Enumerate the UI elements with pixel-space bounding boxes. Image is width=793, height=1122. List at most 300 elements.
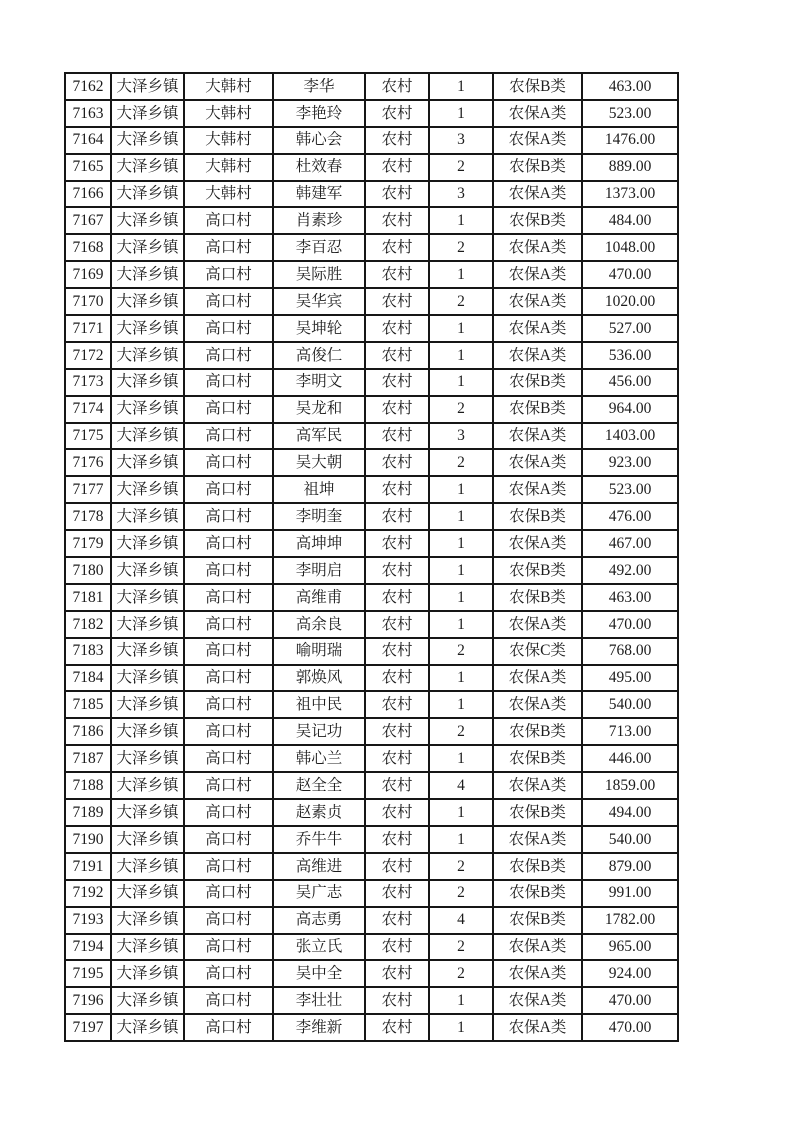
table-row	[65, 369, 678, 396]
cell-township: 大泽乡镇	[111, 934, 184, 961]
cell-person-count: 2	[429, 288, 493, 315]
cell-serial-no: 7191	[65, 853, 111, 880]
cell-resident-type: 农村	[365, 449, 429, 476]
cell-name: 李艳玲	[273, 100, 365, 127]
cell-serial-no: 7179	[65, 530, 111, 557]
cell-person-count: 2	[429, 449, 493, 476]
cell-person-count: 3	[429, 423, 493, 450]
cell-resident-type: 农村	[365, 315, 429, 342]
cell-insurance-category: 农保A类	[493, 826, 582, 853]
cell-resident-type: 农村	[365, 503, 429, 530]
cell-serial-no: 7189	[65, 799, 111, 826]
cell-name: 李明奎	[273, 503, 365, 530]
cell-insurance-category: 农保B类	[493, 584, 582, 611]
table-row	[65, 261, 678, 288]
cell-serial-no: 7193	[65, 907, 111, 934]
cell-village: 高口村	[184, 799, 273, 826]
cell-serial-no: 7196	[65, 987, 111, 1014]
table-row	[65, 476, 678, 503]
cell-township: 大泽乡镇	[111, 557, 184, 584]
cell-amount: 463.00	[582, 584, 678, 611]
cell-person-count: 1	[429, 503, 493, 530]
cell-name: 李壮壮	[273, 987, 365, 1014]
cell-insurance-category: 农保A类	[493, 449, 582, 476]
cell-person-count: 2	[429, 960, 493, 987]
cell-village: 大韩村	[184, 100, 273, 127]
cell-amount: 536.00	[582, 342, 678, 369]
cell-insurance-category: 农保A类	[493, 100, 582, 127]
cell-village: 大韩村	[184, 154, 273, 181]
cell-name: 高维甫	[273, 584, 365, 611]
table-row	[65, 745, 678, 772]
cell-amount: 456.00	[582, 369, 678, 396]
cell-village: 高口村	[184, 665, 273, 692]
cell-person-count: 1	[429, 799, 493, 826]
cell-person-count: 2	[429, 396, 493, 423]
cell-village: 高口村	[184, 315, 273, 342]
table-row	[65, 880, 678, 907]
cell-person-count: 1	[429, 342, 493, 369]
cell-name: 高余良	[273, 611, 365, 638]
cell-name: 吴中全	[273, 960, 365, 987]
cell-township: 大泽乡镇	[111, 369, 184, 396]
cell-serial-no: 7182	[65, 611, 111, 638]
cell-insurance-category: 农保A类	[493, 665, 582, 692]
cell-name: 杜效春	[273, 154, 365, 181]
table-row	[65, 1014, 678, 1041]
cell-person-count: 1	[429, 557, 493, 584]
cell-township: 大泽乡镇	[111, 907, 184, 934]
cell-amount: 540.00	[582, 826, 678, 853]
table-row	[65, 503, 678, 530]
cell-insurance-category: 农保B类	[493, 907, 582, 934]
cell-amount: 470.00	[582, 1014, 678, 1041]
cell-serial-no: 7176	[65, 449, 111, 476]
cell-amount: 965.00	[582, 934, 678, 961]
cell-person-count: 2	[429, 638, 493, 665]
cell-name: 韩心会	[273, 127, 365, 154]
cell-township: 大泽乡镇	[111, 342, 184, 369]
cell-amount: 523.00	[582, 476, 678, 503]
cell-person-count: 1	[429, 987, 493, 1014]
cell-resident-type: 农村	[365, 934, 429, 961]
cell-resident-type: 农村	[365, 154, 429, 181]
cell-insurance-category: 农保A类	[493, 530, 582, 557]
cell-resident-type: 农村	[365, 288, 429, 315]
cell-person-count: 1	[429, 745, 493, 772]
cell-township: 大泽乡镇	[111, 584, 184, 611]
cell-amount: 540.00	[582, 691, 678, 718]
cell-person-count: 3	[429, 127, 493, 154]
cell-township: 大泽乡镇	[111, 154, 184, 181]
table-row	[65, 691, 678, 718]
cell-insurance-category: 农保C类	[493, 638, 582, 665]
cell-name: 高维进	[273, 853, 365, 880]
cell-township: 大泽乡镇	[111, 234, 184, 261]
cell-township: 大泽乡镇	[111, 799, 184, 826]
cell-township: 大泽乡镇	[111, 960, 184, 987]
cell-township: 大泽乡镇	[111, 315, 184, 342]
cell-village: 高口村	[184, 584, 273, 611]
cell-name: 韩心兰	[273, 745, 365, 772]
table-row	[65, 449, 678, 476]
cell-insurance-category: 农保B类	[493, 557, 582, 584]
cell-serial-no: 7195	[65, 960, 111, 987]
cell-amount: 476.00	[582, 503, 678, 530]
cell-resident-type: 农村	[365, 880, 429, 907]
cell-insurance-category: 农保A类	[493, 181, 582, 208]
cell-resident-type: 农村	[365, 369, 429, 396]
cell-township: 大泽乡镇	[111, 261, 184, 288]
table-row	[65, 127, 678, 154]
cell-insurance-category: 农保A类	[493, 772, 582, 799]
cell-person-count: 1	[429, 315, 493, 342]
cell-township: 大泽乡镇	[111, 423, 184, 450]
cell-insurance-category: 农保B类	[493, 154, 582, 181]
cell-insurance-category: 农保A类	[493, 234, 582, 261]
cell-amount: 1048.00	[582, 234, 678, 261]
cell-person-count: 1	[429, 476, 493, 503]
cell-township: 大泽乡镇	[111, 826, 184, 853]
cell-village: 高口村	[184, 934, 273, 961]
cell-serial-no: 7197	[65, 1014, 111, 1041]
cell-amount: 768.00	[582, 638, 678, 665]
cell-serial-no: 7165	[65, 154, 111, 181]
table-row	[65, 987, 678, 1014]
cell-name: 肖素珍	[273, 207, 365, 234]
table-row	[65, 315, 678, 342]
cell-amount: 463.00	[582, 73, 678, 100]
cell-name: 乔牛牛	[273, 826, 365, 853]
cell-name: 吴大朝	[273, 449, 365, 476]
cell-amount: 964.00	[582, 396, 678, 423]
cell-serial-no: 7177	[65, 476, 111, 503]
cell-name: 高军民	[273, 423, 365, 450]
cell-township: 大泽乡镇	[111, 987, 184, 1014]
cell-township: 大泽乡镇	[111, 100, 184, 127]
table-row	[65, 154, 678, 181]
cell-name: 李明文	[273, 369, 365, 396]
cell-person-count: 1	[429, 530, 493, 557]
cell-amount: 470.00	[582, 611, 678, 638]
cell-insurance-category: 农保A类	[493, 611, 582, 638]
cell-township: 大泽乡镇	[111, 127, 184, 154]
cell-village: 大韩村	[184, 181, 273, 208]
cell-serial-no: 7178	[65, 503, 111, 530]
cell-name: 吴华宾	[273, 288, 365, 315]
cell-township: 大泽乡镇	[111, 745, 184, 772]
cell-township: 大泽乡镇	[111, 880, 184, 907]
cell-name: 张立氏	[273, 934, 365, 961]
cell-amount: 492.00	[582, 557, 678, 584]
cell-township: 大泽乡镇	[111, 181, 184, 208]
cell-person-count: 2	[429, 234, 493, 261]
table-row	[65, 100, 678, 127]
cell-village: 高口村	[184, 234, 273, 261]
cell-serial-no: 7170	[65, 288, 111, 315]
cell-village: 高口村	[184, 718, 273, 745]
cell-amount: 1476.00	[582, 127, 678, 154]
cell-serial-no: 7168	[65, 234, 111, 261]
table-row	[65, 853, 678, 880]
cell-amount: 446.00	[582, 745, 678, 772]
cell-serial-no: 7162	[65, 73, 111, 100]
cell-village: 高口村	[184, 396, 273, 423]
cell-person-count: 1	[429, 100, 493, 127]
cell-serial-no: 7184	[65, 665, 111, 692]
cell-resident-type: 农村	[365, 100, 429, 127]
cell-amount: 889.00	[582, 154, 678, 181]
cell-village: 高口村	[184, 826, 273, 853]
cell-insurance-category: 农保B类	[493, 207, 582, 234]
cell-person-count: 2	[429, 718, 493, 745]
table-row	[65, 934, 678, 961]
cell-serial-no: 7173	[65, 369, 111, 396]
cell-name: 李华	[273, 73, 365, 100]
cell-resident-type: 农村	[365, 557, 429, 584]
cell-resident-type: 农村	[365, 342, 429, 369]
cell-name: 高志勇	[273, 907, 365, 934]
cell-amount: 923.00	[582, 449, 678, 476]
cell-township: 大泽乡镇	[111, 288, 184, 315]
table-body	[65, 73, 678, 1041]
table-row	[65, 181, 678, 208]
cell-village: 高口村	[184, 207, 273, 234]
cell-serial-no: 7171	[65, 315, 111, 342]
cell-village: 高口村	[184, 745, 273, 772]
cell-insurance-category: 农保B类	[493, 880, 582, 907]
cell-serial-no: 7163	[65, 100, 111, 127]
cell-serial-no: 7172	[65, 342, 111, 369]
cell-amount: 991.00	[582, 880, 678, 907]
cell-village: 高口村	[184, 503, 273, 530]
cell-village: 高口村	[184, 369, 273, 396]
cell-resident-type: 农村	[365, 799, 429, 826]
cell-amount: 467.00	[582, 530, 678, 557]
cell-village: 高口村	[184, 987, 273, 1014]
cell-village: 高口村	[184, 342, 273, 369]
cell-township: 大泽乡镇	[111, 665, 184, 692]
cell-resident-type: 农村	[365, 745, 429, 772]
cell-resident-type: 农村	[365, 181, 429, 208]
cell-name: 赵全全	[273, 772, 365, 799]
cell-insurance-category: 农保A类	[493, 1014, 582, 1041]
cell-name: 吴际胜	[273, 261, 365, 288]
cell-serial-no: 7167	[65, 207, 111, 234]
cell-resident-type: 农村	[365, 987, 429, 1014]
cell-amount: 523.00	[582, 100, 678, 127]
cell-serial-no: 7185	[65, 691, 111, 718]
cell-township: 大泽乡镇	[111, 73, 184, 100]
cell-name: 郭焕风	[273, 665, 365, 692]
table-row	[65, 342, 678, 369]
cell-name: 吴龙和	[273, 396, 365, 423]
cell-insurance-category: 农保A类	[493, 261, 582, 288]
cell-amount: 1403.00	[582, 423, 678, 450]
cell-person-count: 2	[429, 880, 493, 907]
cell-person-count: 1	[429, 665, 493, 692]
cell-serial-no: 7181	[65, 584, 111, 611]
table-row	[65, 826, 678, 853]
cell-village: 高口村	[184, 530, 273, 557]
cell-serial-no: 7187	[65, 745, 111, 772]
cell-serial-no: 7190	[65, 826, 111, 853]
cell-person-count: 1	[429, 369, 493, 396]
cell-name: 赵素贞	[273, 799, 365, 826]
cell-resident-type: 农村	[365, 907, 429, 934]
cell-serial-no: 7169	[65, 261, 111, 288]
cell-person-count: 1	[429, 261, 493, 288]
cell-insurance-category: 农保A类	[493, 288, 582, 315]
cell-name: 吴坤轮	[273, 315, 365, 342]
cell-township: 大泽乡镇	[111, 503, 184, 530]
cell-resident-type: 农村	[365, 826, 429, 853]
cell-township: 大泽乡镇	[111, 718, 184, 745]
cell-village: 高口村	[184, 423, 273, 450]
cell-resident-type: 农村	[365, 611, 429, 638]
cell-name: 李维新	[273, 1014, 365, 1041]
cell-person-count: 2	[429, 154, 493, 181]
cell-resident-type: 农村	[365, 665, 429, 692]
cell-amount: 1373.00	[582, 181, 678, 208]
table-row	[65, 907, 678, 934]
cell-person-count: 2	[429, 934, 493, 961]
cell-insurance-category: 农保A类	[493, 934, 582, 961]
cell-serial-no: 7194	[65, 934, 111, 961]
cell-name: 高俊仁	[273, 342, 365, 369]
cell-resident-type: 农村	[365, 207, 429, 234]
table-row	[65, 960, 678, 987]
cell-amount: 1782.00	[582, 907, 678, 934]
insurance-roster-table	[64, 72, 679, 1042]
cell-village: 高口村	[184, 449, 273, 476]
cell-village: 大韩村	[184, 127, 273, 154]
cell-township: 大泽乡镇	[111, 449, 184, 476]
table-row	[65, 234, 678, 261]
table-row	[65, 396, 678, 423]
cell-resident-type: 农村	[365, 772, 429, 799]
cell-amount: 1020.00	[582, 288, 678, 315]
cell-name: 祖坤	[273, 476, 365, 503]
table-row	[65, 423, 678, 450]
cell-resident-type: 农村	[365, 718, 429, 745]
cell-serial-no: 7166	[65, 181, 111, 208]
cell-township: 大泽乡镇	[111, 611, 184, 638]
cell-village: 高口村	[184, 853, 273, 880]
cell-amount: 495.00	[582, 665, 678, 692]
cell-insurance-category: 农保A类	[493, 342, 582, 369]
cell-township: 大泽乡镇	[111, 396, 184, 423]
cell-insurance-category: 农保B类	[493, 853, 582, 880]
cell-village: 高口村	[184, 557, 273, 584]
cell-insurance-category: 农保A类	[493, 987, 582, 1014]
cell-insurance-category: 农保A类	[493, 691, 582, 718]
cell-insurance-category: 农保B类	[493, 745, 582, 772]
table-row	[65, 638, 678, 665]
cell-resident-type: 农村	[365, 691, 429, 718]
cell-village: 高口村	[184, 691, 273, 718]
cell-serial-no: 7192	[65, 880, 111, 907]
cell-resident-type: 农村	[365, 127, 429, 154]
cell-name: 吴记功	[273, 718, 365, 745]
cell-resident-type: 农村	[365, 530, 429, 557]
cell-person-count: 4	[429, 772, 493, 799]
table-row	[65, 665, 678, 692]
cell-township: 大泽乡镇	[111, 638, 184, 665]
cell-amount: 470.00	[582, 261, 678, 288]
cell-insurance-category: 农保B类	[493, 718, 582, 745]
cell-village: 高口村	[184, 611, 273, 638]
cell-person-count: 1	[429, 691, 493, 718]
cell-resident-type: 农村	[365, 1014, 429, 1041]
cell-serial-no: 7183	[65, 638, 111, 665]
cell-amount: 484.00	[582, 207, 678, 234]
cell-village: 高口村	[184, 476, 273, 503]
cell-resident-type: 农村	[365, 584, 429, 611]
table-row	[65, 611, 678, 638]
cell-village: 高口村	[184, 907, 273, 934]
cell-village: 高口村	[184, 261, 273, 288]
cell-person-count: 4	[429, 907, 493, 934]
cell-resident-type: 农村	[365, 960, 429, 987]
cell-insurance-category: 农保A类	[493, 960, 582, 987]
table-row	[65, 718, 678, 745]
cell-insurance-category: 农保B类	[493, 503, 582, 530]
table-row	[65, 73, 678, 100]
cell-township: 大泽乡镇	[111, 476, 184, 503]
cell-resident-type: 农村	[365, 396, 429, 423]
cell-insurance-category: 农保B类	[493, 799, 582, 826]
cell-resident-type: 农村	[365, 638, 429, 665]
cell-person-count: 3	[429, 181, 493, 208]
cell-insurance-category: 农保A类	[493, 127, 582, 154]
cell-person-count: 1	[429, 826, 493, 853]
cell-insurance-category: 农保B类	[493, 396, 582, 423]
cell-village: 高口村	[184, 960, 273, 987]
cell-person-count: 1	[429, 73, 493, 100]
cell-name: 喻明瑞	[273, 638, 365, 665]
cell-resident-type: 农村	[365, 234, 429, 261]
cell-serial-no: 7164	[65, 127, 111, 154]
cell-insurance-category: 农保A类	[493, 423, 582, 450]
table-row	[65, 584, 678, 611]
cell-insurance-category: 农保B类	[493, 369, 582, 396]
cell-village: 高口村	[184, 1014, 273, 1041]
table-row	[65, 799, 678, 826]
cell-person-count: 1	[429, 1014, 493, 1041]
cell-village: 高口村	[184, 880, 273, 907]
cell-person-count: 1	[429, 207, 493, 234]
cell-township: 大泽乡镇	[111, 1014, 184, 1041]
cell-serial-no: 7188	[65, 772, 111, 799]
cell-insurance-category: 农保B类	[493, 73, 582, 100]
cell-insurance-category: 农保A类	[493, 315, 582, 342]
table-row	[65, 288, 678, 315]
cell-name: 韩建军	[273, 181, 365, 208]
cell-serial-no: 7180	[65, 557, 111, 584]
cell-name: 高坤坤	[273, 530, 365, 557]
table-row	[65, 530, 678, 557]
cell-resident-type: 农村	[365, 423, 429, 450]
cell-resident-type: 农村	[365, 853, 429, 880]
table-row	[65, 557, 678, 584]
table-row	[65, 207, 678, 234]
cell-serial-no: 7174	[65, 396, 111, 423]
cell-person-count: 1	[429, 611, 493, 638]
cell-resident-type: 农村	[365, 73, 429, 100]
cell-amount: 879.00	[582, 853, 678, 880]
cell-township: 大泽乡镇	[111, 207, 184, 234]
